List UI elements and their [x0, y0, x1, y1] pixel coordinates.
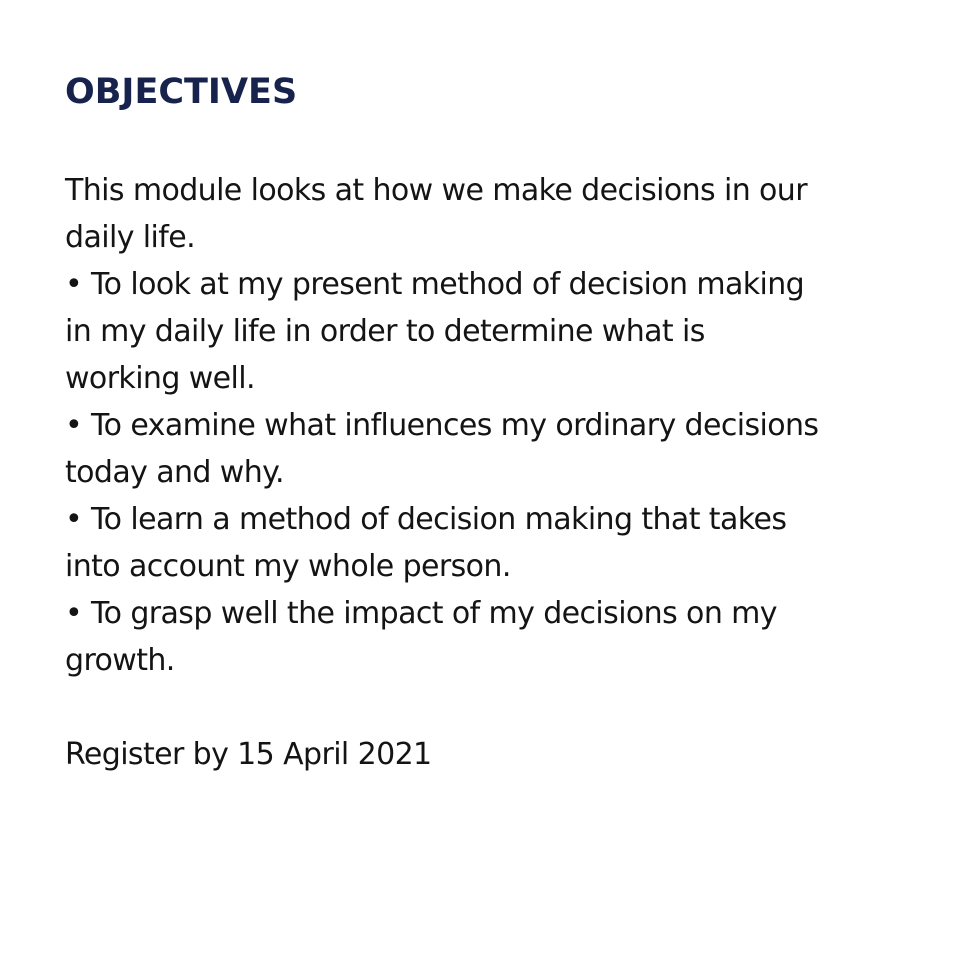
registration-deadline: Register by 15 April 2021	[65, 737, 432, 772]
objective-line: into account my whole person.	[65, 549, 511, 584]
objective-line: • To learn a method of decision making that takes	[65, 502, 787, 537]
page-title: OBJECTIVES	[65, 72, 298, 112]
objective-line: • To look at my present method of decision making	[65, 267, 805, 302]
objectives-body	[65, 167, 925, 778]
intro-line: This module looks at how we make decisions in our	[65, 173, 807, 208]
objective-line: • To grasp well the impact of my decisions on my	[65, 596, 777, 631]
objective-item-impact	[65, 590, 925, 684]
paragraph-spacer	[65, 684, 925, 731]
objective-item-influences	[65, 402, 925, 496]
objective-line: • To examine what influences my ordinary decisions	[65, 408, 819, 443]
intro-paragraph	[65, 167, 925, 261]
objective-line: working well.	[65, 361, 255, 396]
objective-line: growth.	[65, 643, 175, 678]
objective-line: today and why.	[65, 455, 284, 490]
objective-line: in my daily life in order to determine what is	[65, 314, 705, 349]
objective-item-method	[65, 496, 925, 590]
objective-item-present-method	[65, 261, 925, 402]
intro-line: daily life.	[65, 220, 196, 255]
objectives-document	[65, 62, 925, 778]
